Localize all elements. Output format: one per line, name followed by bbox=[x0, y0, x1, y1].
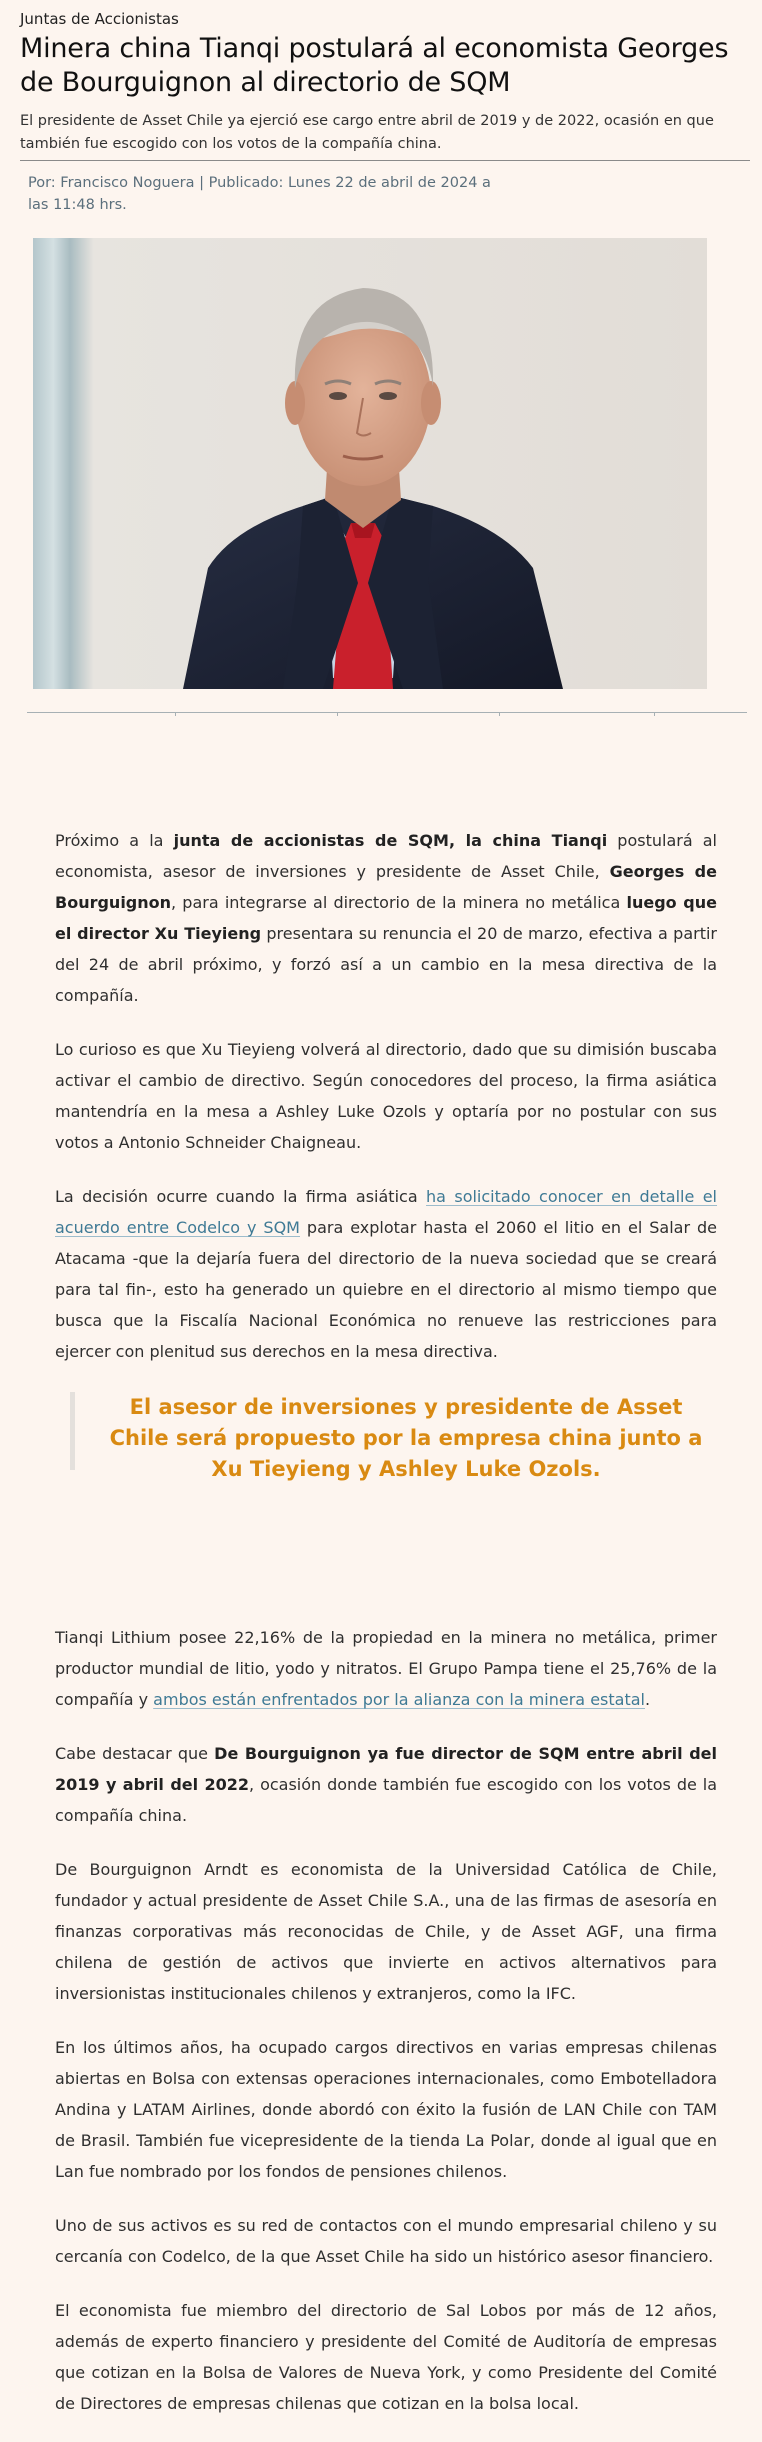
article-header bbox=[20, 8, 748, 156]
header-divider bbox=[20, 160, 750, 161]
paragraph-text: presentara su renuncia el 20 de marzo, efectiva a partir del 24 de abril próximo, y forzó así a un cambio en la mesa directiva de la compañía. bbox=[55, 924, 718, 1005]
photo-divider bbox=[27, 712, 747, 713]
paragraph-text: Próximo a la bbox=[55, 831, 174, 850]
paragraph-text: postulará al economista, asesor de inversiones y presidente de Asset Chile, bbox=[55, 831, 717, 881]
alliance-link[interactable]: ambos están enfrentados por la alianza con la minera estatal bbox=[153, 1690, 645, 1709]
paragraph-1 bbox=[55, 825, 717, 1011]
article-headline: Minera china Tianqi postulará al economista Georges de Bourguignon al directorio de SQM bbox=[20, 33, 729, 98]
paragraph-9: El economista fue miembro del directorio de Sal Lobos por más de 12 años, además de experto financiero y presidente del Comité de Auditoría de empresas que cotizan en la Bolsa de Valores de Nueva York, y como Presidente del Comité de Directores de empresas chilenas que cotizan en la bolsa local. bbox=[55, 2301, 717, 2413]
codelco-agreement-link[interactable]: ha solicitado conocer en detalle el acuerdo entre Codelco y SQM bbox=[55, 1187, 718, 1237]
paragraph-text: Cabe destacar que bbox=[55, 1744, 215, 1763]
section-kicker[interactable]: Juntas de Accionistas bbox=[20, 10, 179, 28]
paragraph-text: La decisión ocurre cuando la firma asiática bbox=[55, 1187, 427, 1206]
pull-quote-text: El asesor de inversiones y presidente de Asset Chile será propuesto por la empresa china junto a Xu Tieyieng y Ashley Luke Ozols. bbox=[109, 1395, 703, 1481]
paragraph-8: Uno de sus activos es su red de contactos con el mundo empresarial chileno y su cercanía con Codelco, de la que Asset Chile ha sido un histórico asesor financiero. bbox=[55, 2216, 717, 2266]
paragraph-text: Tianqi Lithium posee 22,16% de la propiedad en la minera no metálica, primer productor mundial de litio, yodo y nitratos. El Grupo Pampa tiene el 25,76% de la compañía y bbox=[55, 1628, 717, 1709]
article-subhead: El presidente de Asset Chile ya ejerció ese cargo entre abril de 2019 y de 2022, ocasión en que también fue escogido con los votos de la compañía china. bbox=[20, 113, 714, 152]
article-body-continued bbox=[55, 1622, 717, 2442]
paragraph-text: . bbox=[644, 1690, 651, 1709]
paragraph-5 bbox=[55, 1738, 717, 1831]
paragraph-bold: luego que el director Xu Tieyieng bbox=[55, 893, 718, 943]
portrait-illustration bbox=[33, 238, 707, 689]
divider-tick bbox=[654, 712, 655, 716]
byline: Por: Francisco Noguera | Publicado: Lunes 22 de abril de 2024 a las 11:48 hrs. bbox=[28, 175, 491, 213]
paragraph-3 bbox=[55, 1181, 717, 1367]
pull-quote bbox=[70, 1392, 723, 1481]
paragraph-6: De Bourguignon Arndt es economista de la Universidad Católica de Chile, fundador y actual presidente de Asset Chile S.A., una de las firmas de asesoría en finanzas corporativas más reconocidas de Chile, y de Asset AGF, una firma chilena de gestión de activos que invierte en activos alternativos para inversionistas institucionales chilenos y extranjeros, como la IFC. bbox=[55, 1860, 717, 2003]
divider-tick bbox=[337, 712, 338, 716]
paragraph-4 bbox=[55, 1622, 717, 1715]
divider-tick bbox=[175, 712, 176, 716]
paragraph-bold: junta de accionistas de SQM, la china Tianqi bbox=[173, 831, 608, 850]
paragraph-text: para explotar hasta el 2060 el litio en el Salar de Atacama -que la dejaría fuera del directorio de la nueva sociedad que se creará para tal fin-, esto ha generado un quiebre en el directorio al mismo tiempo que busca que la Fiscalía Nacional Económica no renueve las restricciones para ejercer con plenitud sus derechos en la mesa directiva. bbox=[55, 1218, 718, 1361]
paragraph-text: , ocasión donde también fue escogido con los votos de la compañía china. bbox=[55, 1775, 717, 1825]
paragraph-2: Lo curioso es que Xu Tieyieng volverá al directorio, dado que su dimisión buscaba activar el cambio de directivo. Según conocedores del proceso, la firma asiática mantendría en la mesa a Ashley Luke Ozols y optaría por no postular con sus votos a Antonio Schneider Chaigneau. bbox=[55, 1040, 717, 1152]
paragraph-text: , para integrarse al directorio de la minera no metálica bbox=[171, 893, 627, 912]
paragraph-bold: De Bourguignon ya fue director de SQM entre abril del 2019 y abril del 2022 bbox=[55, 1744, 718, 1794]
divider-tick bbox=[499, 712, 500, 716]
portrait-photo bbox=[33, 238, 707, 689]
article-body bbox=[55, 825, 717, 1390]
paragraph-bold: Georges de Bourguignon bbox=[55, 862, 717, 912]
paragraph-7: En los últimos años, ha ocupado cargos directivos en varias empresas chilenas abiertas en Bolsa con extensas operaciones internacionales, como Embotelladora Andina y LATAM Airlines, donde abordó con éxito la fusión de LAN Chile con TAM de Brasil. También fue vicepresidente de la tienda La Polar, donde al igual que en Lan fue nombrado por los fondos de pensiones chilenos. bbox=[55, 2038, 717, 2181]
